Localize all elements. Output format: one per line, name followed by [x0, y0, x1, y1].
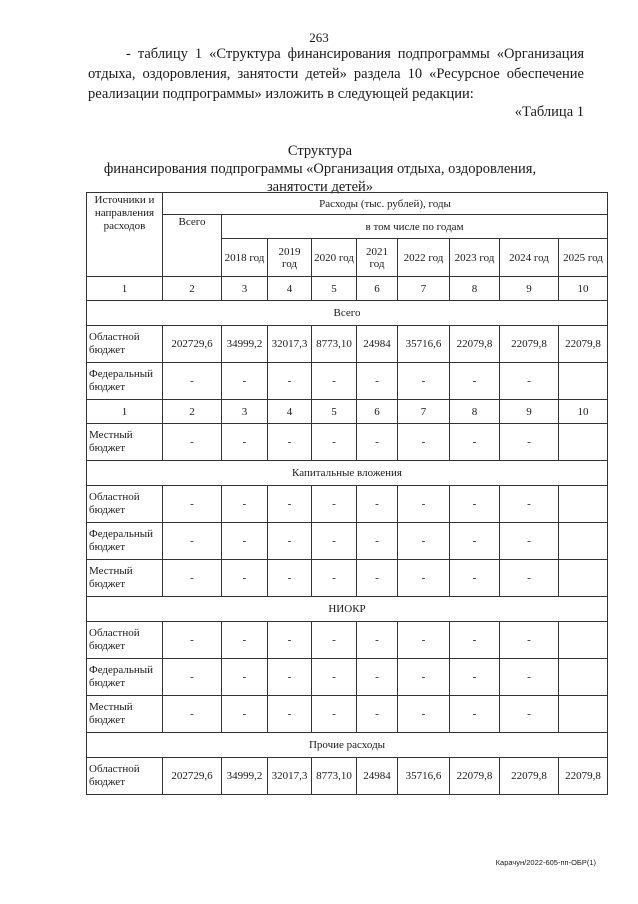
section-title: Всего [87, 301, 608, 326]
source-cell: Федеральный бюджет [87, 659, 163, 696]
column-number: 5 [312, 277, 357, 301]
header-year: 2021 год [357, 239, 398, 277]
value-cell [559, 560, 608, 597]
table-reference: «Таблица 1 [514, 104, 584, 120]
value-cell [559, 696, 608, 733]
value-cell: - [500, 424, 559, 461]
table-row [87, 758, 608, 795]
value-cell [559, 622, 608, 659]
value-cell: - [163, 363, 222, 400]
value-cell: - [500, 486, 559, 523]
financing-table [86, 192, 608, 795]
value-cell: - [450, 659, 500, 696]
column-number-row [87, 400, 608, 424]
column-number: 4 [268, 400, 312, 424]
value-cell: - [268, 363, 312, 400]
value-cell: - [398, 659, 450, 696]
value-cell: - [500, 622, 559, 659]
value-cell: - [500, 560, 559, 597]
column-number: 8 [450, 400, 500, 424]
table-row [87, 424, 608, 461]
value-cell: - [500, 523, 559, 560]
value-cell: - [163, 486, 222, 523]
value-cell: - [163, 622, 222, 659]
section-title: Прочие расходы [87, 733, 608, 758]
value-cell [559, 363, 608, 400]
value-cell: 32017,3 [268, 326, 312, 363]
section-row [87, 461, 608, 486]
column-number: 4 [268, 277, 312, 301]
header-year: 2018 год [222, 239, 268, 277]
value-cell: - [268, 659, 312, 696]
value-cell [559, 424, 608, 461]
value-cell: - [357, 622, 398, 659]
table-row [87, 363, 608, 400]
value-cell: - [312, 363, 357, 400]
intro-paragraph [88, 44, 584, 104]
value-cell: - [312, 560, 357, 597]
table-row [87, 659, 608, 696]
value-cell: - [312, 696, 357, 733]
value-cell: - [450, 560, 500, 597]
value-cell: - [450, 363, 500, 400]
table-row [87, 560, 608, 597]
header-row-1 [87, 193, 608, 215]
value-cell: 24984 [357, 326, 398, 363]
source-cell: Областной бюджет [87, 622, 163, 659]
column-number: 6 [357, 277, 398, 301]
source-cell: Областной бюджет [87, 758, 163, 795]
value-cell: - [222, 424, 268, 461]
section-row [87, 597, 608, 622]
value-cell: - [398, 523, 450, 560]
value-cell: - [312, 622, 357, 659]
value-cell: - [450, 424, 500, 461]
source-cell: Федеральный бюджет [87, 523, 163, 560]
column-number: 2 [163, 400, 222, 424]
source-cell: Областной бюджет [87, 486, 163, 523]
value-cell: 32017,3 [268, 758, 312, 795]
value-cell: - [268, 560, 312, 597]
source-cell: Местный бюджет [87, 560, 163, 597]
value-cell: - [357, 560, 398, 597]
value-cell: 24984 [357, 758, 398, 795]
value-cell: 22079,8 [559, 758, 608, 795]
value-cell: - [312, 424, 357, 461]
value-cell: - [357, 659, 398, 696]
value-cell: - [312, 486, 357, 523]
value-cell: 22079,8 [500, 326, 559, 363]
table-row [87, 523, 608, 560]
value-cell: 8773,10 [312, 758, 357, 795]
column-number: 3 [222, 277, 268, 301]
header-total: Всего [163, 215, 222, 277]
value-cell: 22079,8 [500, 758, 559, 795]
value-cell: 22079,8 [450, 758, 500, 795]
value-cell: - [357, 486, 398, 523]
value-cell: 22079,8 [450, 326, 500, 363]
column-number: 7 [398, 277, 450, 301]
value-cell: - [312, 523, 357, 560]
value-cell: - [450, 696, 500, 733]
value-cell: - [222, 560, 268, 597]
value-cell: 202729,6 [163, 326, 222, 363]
source-cell: Местный бюджет [87, 424, 163, 461]
intro-text: - таблицу 1 «Структура финансирования подпрограммы «Организация отдыха, оздоровления, занятости детей» раздела 10 «Ресурсное обеспечение реализации подпрограммы» изложить в следующей редакции: [88, 46, 584, 102]
column-number: 3 [222, 400, 268, 424]
value-cell: - [268, 622, 312, 659]
value-cell: - [398, 696, 450, 733]
column-number: 6 [357, 400, 398, 424]
column-number-row [87, 277, 608, 301]
header-year: 2020 год [312, 239, 357, 277]
value-cell: - [398, 424, 450, 461]
column-number: 5 [312, 400, 357, 424]
section-row [87, 733, 608, 758]
table-caption [60, 142, 580, 196]
header-year: 2023 год [450, 239, 500, 277]
section-title: Капитальные вложения [87, 461, 608, 486]
header-by-years: в том числе по годам [222, 215, 608, 239]
value-cell: - [500, 659, 559, 696]
header-row-2 [87, 215, 608, 239]
value-cell: 34999,2 [222, 758, 268, 795]
value-cell: - [163, 424, 222, 461]
value-cell: - [357, 424, 398, 461]
table-row [87, 326, 608, 363]
column-number: 10 [559, 277, 608, 301]
table-row [87, 696, 608, 733]
value-cell: - [500, 363, 559, 400]
value-cell: - [398, 560, 450, 597]
value-cell: - [222, 523, 268, 560]
caption-line-1: Структура [287, 143, 353, 159]
column-number: 7 [398, 400, 450, 424]
value-cell: 35716,6 [398, 326, 450, 363]
value-cell: - [398, 486, 450, 523]
column-number: 10 [559, 400, 608, 424]
value-cell: 202729,6 [163, 758, 222, 795]
column-number: 1 [87, 277, 163, 301]
value-cell: - [163, 560, 222, 597]
value-cell: - [357, 363, 398, 400]
table-row [87, 486, 608, 523]
value-cell: 34999,2 [222, 326, 268, 363]
section-title: НИОКР [87, 597, 608, 622]
value-cell: - [163, 523, 222, 560]
value-cell: 35716,6 [398, 758, 450, 795]
source-cell: Областной бюджет [87, 326, 163, 363]
header-year: 2019 год [268, 239, 312, 277]
value-cell: - [222, 622, 268, 659]
value-cell: - [450, 622, 500, 659]
value-cell: - [398, 622, 450, 659]
value-cell: - [222, 486, 268, 523]
value-cell [559, 523, 608, 560]
value-cell: - [163, 696, 222, 733]
value-cell: - [222, 659, 268, 696]
column-number: 9 [500, 277, 559, 301]
value-cell: - [357, 696, 398, 733]
source-cell: Федеральный бюджет [87, 363, 163, 400]
value-cell: - [163, 659, 222, 696]
value-cell: - [222, 696, 268, 733]
header-year: 2022 год [398, 239, 450, 277]
value-cell: - [357, 523, 398, 560]
page-number: 263 [309, 30, 329, 45]
column-number: 2 [163, 277, 222, 301]
header-expenses: Расходы (тыс. рублей), годы [163, 193, 608, 215]
caption-line-3: занятости детей» [266, 179, 374, 195]
column-number: 8 [450, 277, 500, 301]
table-body [87, 193, 608, 795]
caption-line-2: финансирования подпрограммы «Организация отдыха, оздоровления, [103, 161, 537, 177]
value-cell: - [268, 424, 312, 461]
value-cell: 22079,8 [559, 326, 608, 363]
column-number: 9 [500, 400, 559, 424]
value-cell [559, 486, 608, 523]
table-row [87, 622, 608, 659]
value-cell: - [398, 363, 450, 400]
header-sources: Источники и направления расходов [87, 193, 163, 277]
value-cell: - [500, 696, 559, 733]
header-year: 2025 год [559, 239, 608, 277]
source-cell: Местный бюджет [87, 696, 163, 733]
value-cell: - [450, 486, 500, 523]
value-cell: - [222, 363, 268, 400]
value-cell: - [268, 696, 312, 733]
header-year: 2024 год [500, 239, 559, 277]
section-row [87, 301, 608, 326]
value-cell: - [312, 659, 357, 696]
column-number: 1 [87, 400, 163, 424]
value-cell: - [268, 523, 312, 560]
value-cell: - [450, 523, 500, 560]
document-id: Карачун/2022-605-пп-ОБР(1) [495, 858, 596, 867]
value-cell: 8773,10 [312, 326, 357, 363]
value-cell [559, 659, 608, 696]
value-cell: - [268, 486, 312, 523]
